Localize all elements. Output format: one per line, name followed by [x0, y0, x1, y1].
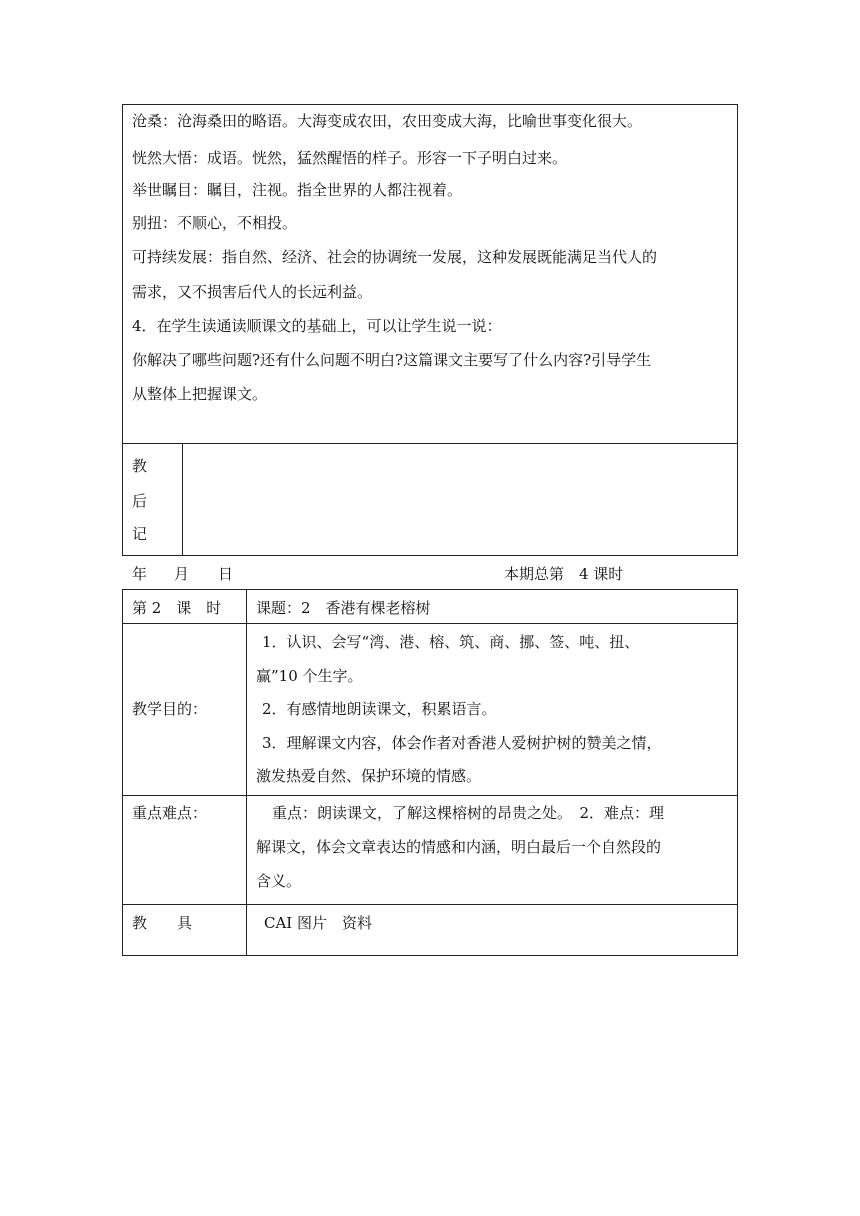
note-line: 需求，又不损害后代人的长远利益。: [132, 283, 373, 301]
note-line: 别扭：不顺心，不相投。: [132, 214, 298, 232]
row-divider: [122, 904, 738, 905]
note-line: 你解决了哪些问题?还有什么问题不明白?这篇课文主要写了什么内容?引导学生: [132, 351, 652, 369]
lesson-topic: 课题：2 香港有棵老榕树: [256, 599, 431, 617]
keypoint-line: 解课文，体会文章表达的情感和内涵，明白最后一个自然段的: [256, 838, 662, 856]
tools-value: CAI 图片 资料: [264, 914, 373, 932]
date-day: 日: [218, 565, 234, 583]
objective-line: 激发热爱自然、保护环境的情感。: [256, 767, 482, 785]
objectives-label: 教学目的：: [132, 700, 208, 718]
date-month: 月: [174, 565, 190, 583]
afterword-divider: [122, 443, 738, 444]
date-year: 年: [132, 565, 148, 583]
row-divider: [122, 623, 738, 624]
keypoint-line: 重点：朗读课文，了解这棵榕树的昂贵之处。 2．难点：理: [272, 804, 665, 822]
keypoint-line: 含义。: [256, 872, 302, 890]
column-divider: [246, 589, 247, 956]
keypoints-label: 重点难点：: [132, 804, 208, 822]
afterword-column-divider: [182, 443, 183, 556]
objective-line: 3．理解课文内容，体会作者对香港人爱树护树的赞美之情，: [262, 734, 662, 752]
objective-line: 2．有感情地朗读课文，积累语言。: [262, 700, 497, 718]
row-divider: [122, 795, 738, 796]
objective-line: 赢”10 个生字。: [256, 667, 363, 685]
note-line: 可持续发展：指自然、经济、社会的协调统一发展，这种发展既能满足当代人的: [132, 248, 658, 266]
objective-line: 1．认识、会写“湾、港、榕、筑、商、挪、签、吨、扭、: [262, 633, 640, 651]
afterword-char: 记: [132, 525, 148, 543]
note-line: 沧桑：沧海桑田的略语。大海变成农田，农田变成大海，比喻世事变化很大。: [132, 112, 643, 130]
note-line: 举世瞩目：瞩目，注视。指全世界的人都注视着。: [132, 181, 463, 199]
note-line: 恍然大悟：成语。恍然，猛然醒悟的样子。形容一下子明白过来。: [132, 149, 568, 167]
tools-label: 教 具: [132, 914, 193, 932]
afterword-char: 后: [132, 492, 148, 510]
period-count: 本期总第 4 课时: [504, 565, 624, 583]
period-label: 第 2 课 时: [132, 599, 222, 617]
afterword-char: 教: [132, 457, 148, 475]
note-line: 从整体上把握课文。: [132, 385, 268, 403]
note-line: 4．在学生读通读顺课文的基础上，可以让学生说一说：: [132, 317, 502, 335]
